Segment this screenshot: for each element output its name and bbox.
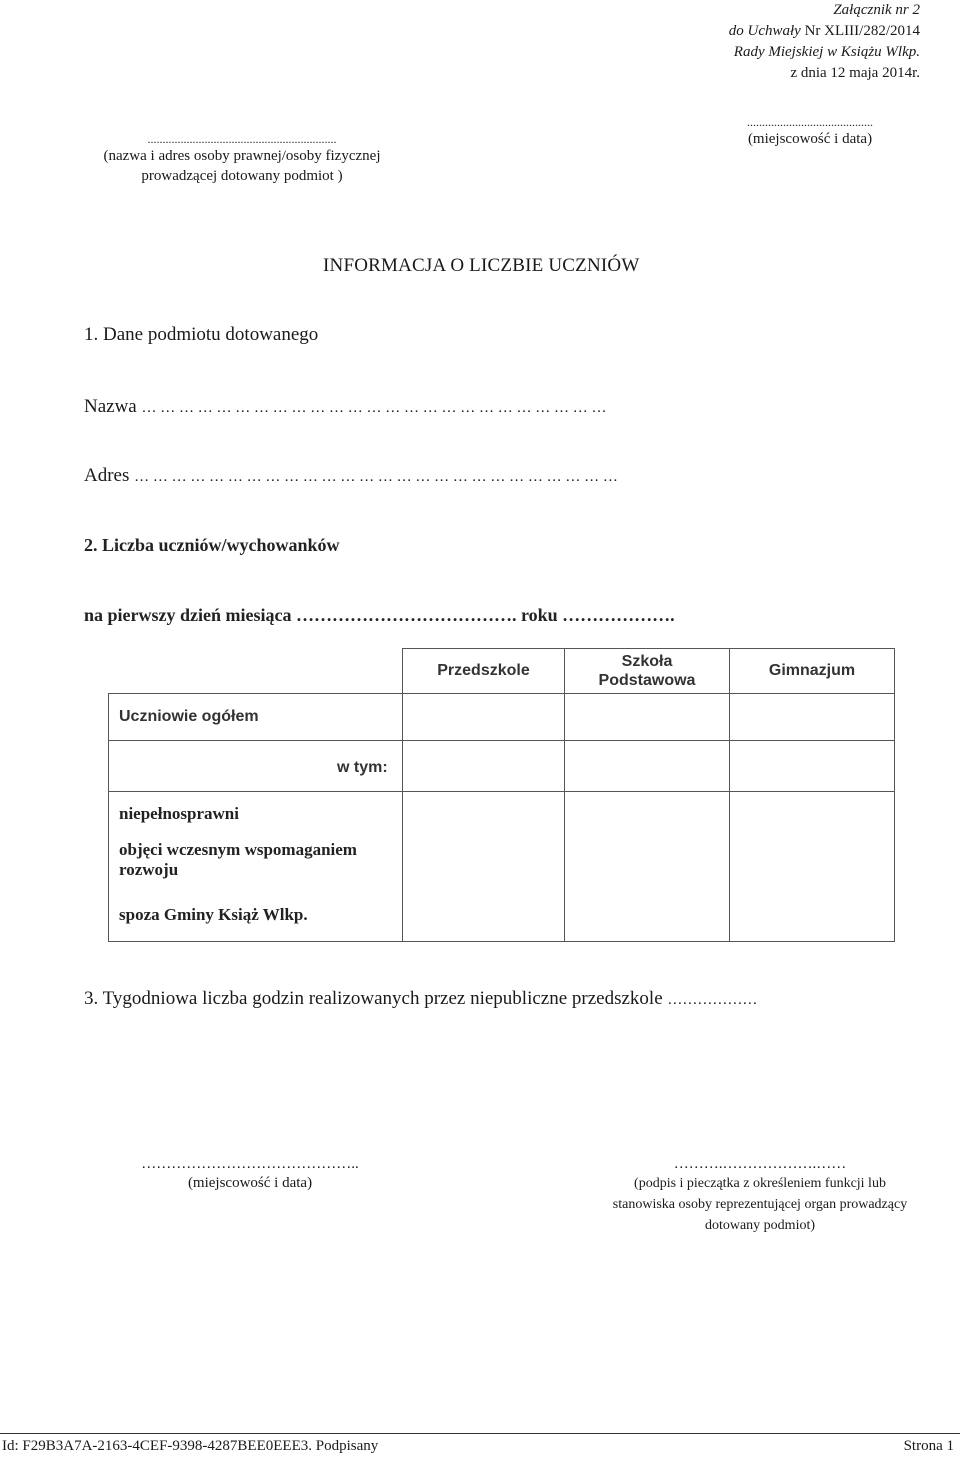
attachment-note [729,0,920,84]
signature-right-label-line2: stanowiska osoby reprezentującej organ prowadzący [612,1197,908,1212]
section1-heading: 1. Dane podmiotu dotowanego [84,324,319,345]
cell-intro-szkola[interactable] [564,740,730,792]
header-gimnazjum [729,648,895,694]
cell-total-szkola[interactable] [564,693,730,741]
submitter-label-line1: (nazwa i adres osoby prawnej/osoby fizycznej [103,148,381,164]
signature-left-label: (miejscowość i data) [187,1175,313,1191]
row-early-label-line1: objęci wczesnym wspomaganiem [119,840,357,859]
place-date-label: (miejscowość i data) [747,131,873,147]
signature-right [590,1156,930,1236]
cell-details-gimnazjum[interactable] [729,791,895,942]
attachment-resolution [729,21,920,42]
header-szkola-podstawowa [564,648,730,694]
submitter-label-line2: prowadzącej dotowany podmiot ) [141,168,343,184]
row-outside-label: spoza Gminy Książ Wlkp. [119,905,308,924]
place-date-dots: .......................................... [747,115,873,129]
signature-right-dots[interactable]: ……….……………….…… [673,1156,847,1172]
attachment-date: z dnia 12 maja 2014r. [790,65,920,81]
footer-page: Strona 1 [903,1438,954,1454]
header-gimnazjum-label: Gimnazjum [768,662,856,679]
address-label: Adres [84,465,130,486]
name-label: Nazwa [84,396,137,417]
cell-details-szkola[interactable] [564,791,730,942]
row-early-label-line2: rozwoju [119,860,179,879]
row-total-label-cell [108,693,403,741]
header-szkola-line1: Szkoła [621,653,673,670]
header-przedszkole-label: Przedszkole [437,662,530,679]
cell-details-przedszkole[interactable] [402,791,565,942]
signature-left [80,1156,420,1193]
header-przedszkole [402,648,565,694]
attachment-resolution-prefix: do Uchwały [728,23,801,39]
address-row [84,465,618,487]
section3-heading: 3. Tygodniowa liczba godzin realizowanych przez niepubliczne przedszkole [84,988,663,1009]
hours-field-dots[interactable]: ……………… [667,992,758,1008]
document-title: INFORMACJA O LICZBIE UCZNIÓW [323,255,640,276]
signature-right-label-line1: (podpis i pieczątka z określeniem funkcji lub [634,1176,886,1191]
year-label: roku [516,605,563,625]
address-field-dots[interactable]: … … … … … … … … … … … … … … … … … … … … … … … … … … [134,469,618,485]
name-row [84,396,607,418]
section3-row [84,988,757,1010]
name-field-dots[interactable]: … … … … … … … … … … … … … … … … … … … … … … … … … [141,400,607,416]
row-details-label-cell [108,791,403,942]
attachment-resolution-number: Nr XLIII/282/2014 [800,23,920,39]
submitter-dots: ............................................................... [147,132,337,146]
section2-heading: 2. Liczba uczniów/wychowanków [84,535,340,555]
footer-id: Id: F29B3A7A-2163-4CEF-9398-4287BEE0EEE3. Podpisany [2,1438,379,1454]
cell-intro-przedszkole[interactable] [402,740,565,792]
header-szkola-line2: Podstawowa [598,672,696,689]
year-field-dots[interactable]: ………………. [562,605,675,625]
cell-intro-gimnazjum[interactable] [729,740,895,792]
attachment-council: Rady Miejskiej w Książu Wlkp. [733,44,920,60]
signature-left-dots[interactable]: …………………………………….. [141,1156,359,1172]
signature-right-label-line3: dotowany podmiot) [704,1218,816,1233]
attachment-number: Załącznik nr 2 [833,2,920,18]
footer-divider [0,1433,960,1434]
submitter-block [82,132,402,186]
row-intro-label-cell [108,740,403,792]
row-disabled-label: niepełnosprawni [119,804,239,823]
row-intro-label: w tym: [337,759,388,776]
section2-subheading [84,605,675,626]
month-day-label: na pierwszy dzień miesiąca [84,605,292,625]
place-date-block [720,115,900,149]
cell-total-gimnazjum[interactable] [729,693,895,741]
row-total-label: Uczniowie ogółem [119,708,259,725]
cell-total-przedszkole[interactable] [402,693,565,741]
month-field-dots[interactable]: ………………………………. [295,605,517,625]
